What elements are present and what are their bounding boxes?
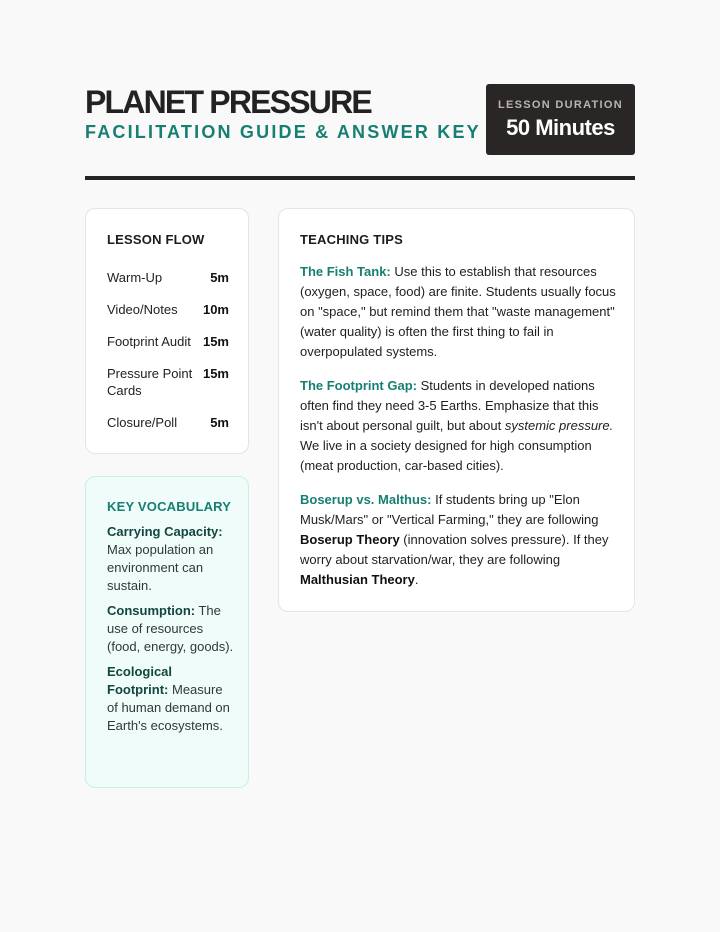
lesson-flow-item: [107, 301, 229, 318]
lesson-flow-title: LESSON FLOW: [107, 232, 205, 247]
lesson-flow-time: 15m: [202, 334, 229, 349]
tip-heading: Boserup vs. Malthus:: [300, 492, 432, 507]
vocabulary-item: [107, 663, 235, 735]
tip-text: .: [414, 572, 419, 587]
tip-emphasis: systemic pressure.: [504, 418, 614, 433]
tip-text: (innovation solves pressure). If they worry about starvation/war, they are following: [300, 532, 609, 567]
lesson-duration-value: 50 Minutes: [506, 115, 615, 140]
teaching-tips-title: TEACHING TIPS: [300, 232, 403, 247]
vocabulary-term: Ecological Footprint:: [107, 664, 173, 697]
lesson-duration-badge: [486, 84, 635, 155]
lesson-flow-step: Pressure Point Cards: [107, 366, 193, 398]
lesson-flow-item: [107, 269, 229, 286]
teaching-tip: [300, 376, 618, 476]
tip-text: Students in developed nations often find they need 3-5 Earths. Emphasize that this isn't about personal guilt, but about: [300, 378, 599, 433]
vocabulary-item: [107, 602, 235, 656]
lesson-flow-item: [107, 365, 229, 399]
vocabulary-item: [107, 523, 235, 595]
lesson-flow-item: [107, 333, 229, 350]
vocabulary-definition: Measure of human demand on Earth's ecosystems.: [107, 682, 230, 733]
teaching-tip: [300, 490, 618, 590]
vocabulary-definition: Max population an environment can sustain.: [107, 542, 214, 593]
page-title: PLANET PRESSURE: [85, 84, 371, 120]
lesson-flow-step: Warm-Up: [107, 270, 163, 285]
tip-strong-term: Malthusian Theory: [300, 572, 415, 587]
lesson-flow-item: [107, 414, 229, 431]
vocabulary-list: [107, 523, 235, 742]
tip-heading: The Fish Tank:: [300, 264, 391, 279]
tip-text: If students bring up "Elon Musk/Mars" or "Vertical Farming," they are following: [300, 492, 599, 527]
lesson-flow-time: 15m: [202, 366, 229, 381]
tip-strong-term: Boserup Theory: [300, 532, 400, 547]
tip-text: Use this to establish that resources (oxygen, space, food) are finite. Students usually focus on "space," but remind them that "waste management" (water quality) is often the first thing to fail in overpopulated systems.: [300, 264, 616, 359]
lesson-flow-step: Closure/Poll: [107, 415, 178, 430]
page-header: [85, 84, 635, 156]
tip-heading: The Footprint Gap:: [300, 378, 417, 393]
teaching-tips-card: [278, 208, 635, 612]
key-vocabulary-card: [85, 476, 249, 788]
lesson-flow-list: [107, 269, 229, 446]
lesson-flow-time: 5m: [210, 270, 229, 285]
lesson-duration-label: LESSON DURATION: [497, 99, 624, 111]
lesson-flow-time: 10m: [202, 302, 229, 317]
teaching-tips-list: [300, 262, 618, 604]
lesson-flow-time: 5m: [210, 415, 229, 430]
tip-text: We live in a society designed for high consumption (meat production, car-based cities).: [300, 438, 592, 473]
key-vocabulary-title: KEY VOCABULARY: [107, 499, 232, 514]
vocabulary-definition: The use of resources (food, energy, goods).: [107, 603, 234, 654]
lesson-flow-step: Footprint Audit: [107, 334, 191, 349]
header-divider: [85, 176, 635, 180]
lesson-flow-step: Video/Notes: [107, 302, 178, 317]
lesson-flow-card: [85, 208, 249, 454]
vocabulary-term: Consumption:: [107, 603, 196, 618]
page-subtitle: FACILITATION GUIDE & ANSWER KEY: [85, 122, 481, 142]
teaching-tip: [300, 262, 618, 362]
vocabulary-term: Carrying Capacity:: [107, 524, 223, 539]
